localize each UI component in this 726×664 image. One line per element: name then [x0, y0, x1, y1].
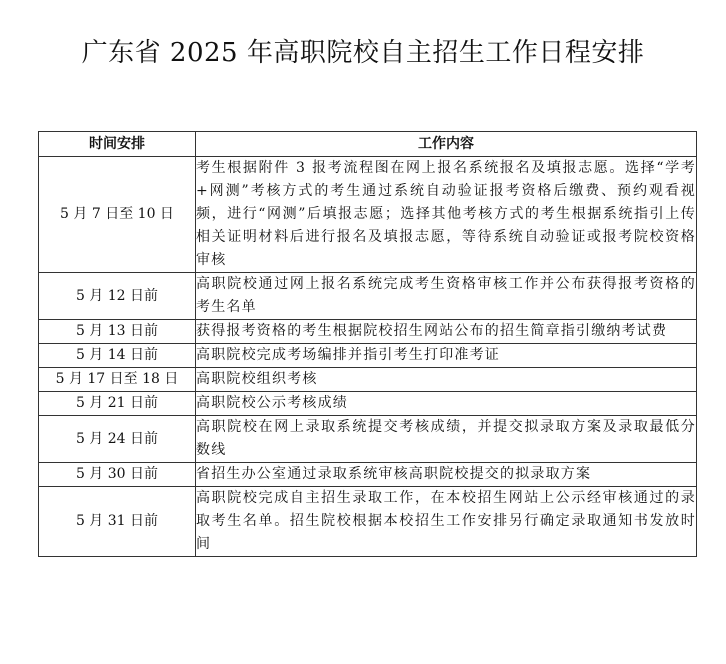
date-cell: 5 月 24 日前 [39, 416, 196, 463]
content-cell: 高职院校完成考场编排并指引考生打印准考证 [196, 344, 697, 368]
content-cell: 高职院校通过网上报名系统完成考生资格审核工作并公布获得报考资格的考生名单 [196, 273, 697, 320]
date-cell: 5 月 14 日前 [39, 344, 196, 368]
content-cell: 高职院校完成自主招生录取工作，在本校招生网站上公示经审核通过的录取考生名单。招生院校根据本校招生工作安排另行确定录取通知书发放时间 [196, 487, 697, 557]
content-cell: 高职院校公示考核成绩 [196, 392, 697, 416]
table-row [39, 487, 697, 557]
table-header-row [39, 132, 697, 157]
date-cell: 5 月 12 日前 [39, 273, 196, 320]
date-cell: 5 月 21 日前 [39, 392, 196, 416]
column-header-time: 时间安排 [39, 132, 196, 157]
table-row [39, 344, 697, 368]
column-header-content: 工作内容 [196, 132, 697, 157]
content-cell: 省招生办公室通过录取系统审核高职院校提交的拟录取方案 [196, 463, 697, 487]
content-cell: 获得报考资格的考生根据院校招生网站公布的招生简章指引缴纳考试费 [196, 320, 697, 344]
content-cell: 考生根据附件 3 报考流程图在网上报名系统报名及填报志愿。选择“学考+网测”考核方式的考生通过系统自动验证报考资格后缴费、预约观看视频，进行“网测”后填报志愿；选择其他考核方式的考生根据系统指引上传相关证明材料后进行报名及填报志愿，等待系统自动验证或报考院校资格审核 [196, 157, 697, 273]
table-row [39, 368, 697, 392]
table-row [39, 392, 697, 416]
date-cell: 5 月 30 日前 [39, 463, 196, 487]
document-title: 广东省 2025 年高职院校自主招生工作日程安排 [81, 38, 645, 68]
date-cell: 5 月 17 日至 18 日 [39, 368, 196, 392]
date-cell: 5 月 7 日至 10 日 [39, 157, 196, 273]
table-row [39, 416, 697, 463]
schedule-table [38, 131, 697, 557]
table-row [39, 157, 697, 273]
date-cell: 5 月 13 日前 [39, 320, 196, 344]
content-cell: 高职院校组织考核 [196, 368, 697, 392]
table-row [39, 320, 697, 344]
content-cell: 高职院校在网上录取系统提交考核成绩，并提交拟录取方案及录取最低分数线 [196, 416, 697, 463]
date-cell: 5 月 31 日前 [39, 487, 196, 557]
table-row [39, 463, 697, 487]
table-row [39, 273, 697, 320]
